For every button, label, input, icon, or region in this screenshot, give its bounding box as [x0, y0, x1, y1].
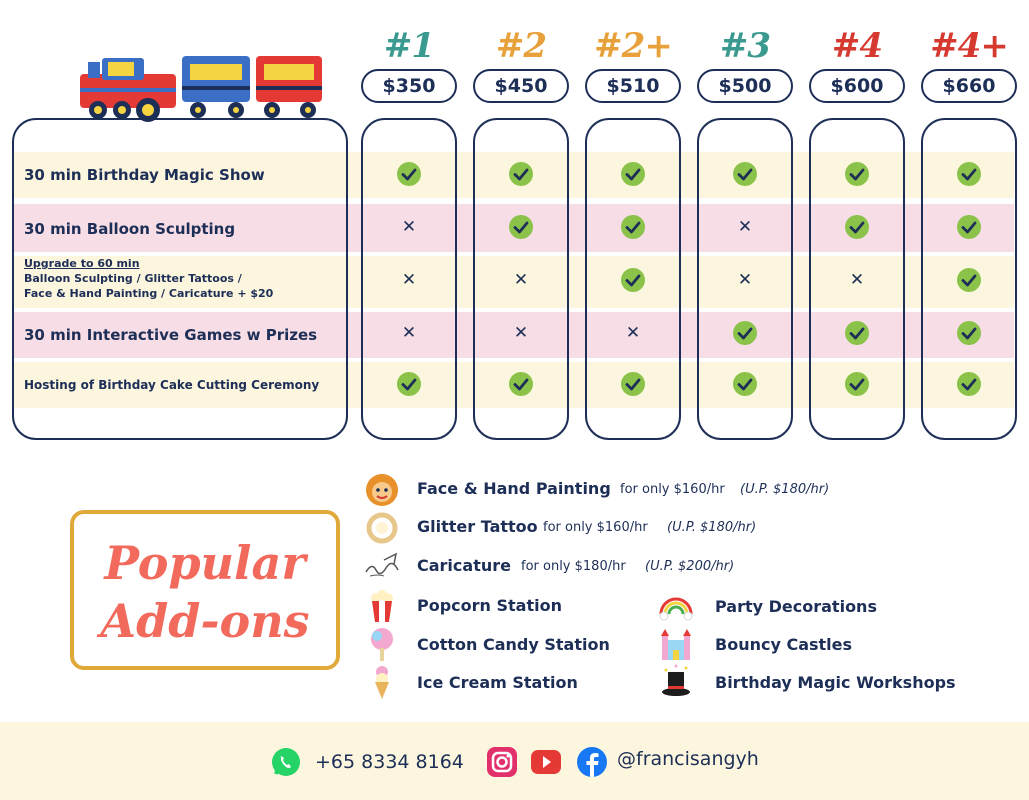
feature-balloon-sculpting: 30 min Balloon Sculpting: [24, 220, 236, 238]
check-icon: [956, 371, 982, 397]
addon-face-painting-name: Face & Hand Painting: [417, 479, 611, 498]
check-icon: [844, 320, 870, 346]
cross-icon: ✕: [401, 270, 417, 290]
cross-icon: ✕: [737, 217, 753, 237]
caricature-icon: [364, 548, 400, 584]
facebook-icon[interactable]: [576, 746, 608, 778]
package-2plus-price: $510: [585, 69, 681, 103]
addon-glitter-tattoo-price: for only $160/hr: [543, 520, 648, 535]
addon-cotton-candy-name: Cotton Candy Station: [417, 635, 610, 654]
addon-caricature-up: (U.P. $200/hr): [645, 559, 735, 574]
addon-face-painting-price: for only $160/hr: [620, 482, 725, 497]
youtube-icon[interactable]: [523, 746, 569, 778]
rainbow-icon: [658, 588, 694, 624]
check-icon: [620, 161, 646, 187]
addon-glitter-tattoo-name: Glitter Tattoo: [417, 517, 538, 536]
cross-icon: ✕: [401, 217, 417, 237]
addons-title-line2: Add-ons: [100, 594, 310, 648]
cotton-candy-icon: [364, 626, 400, 662]
cross-icon: ✕: [513, 270, 529, 290]
social-handle[interactable]: @francisangyh: [617, 748, 759, 770]
glitter-icon: [364, 510, 400, 546]
castle-icon: [658, 626, 694, 662]
check-icon: [396, 161, 422, 187]
ice-cream-icon: [364, 664, 400, 700]
phone-number[interactable]: +65 8334 8164: [315, 751, 464, 773]
addon-ice-cream-name: Ice Cream Station: [417, 673, 578, 692]
check-icon: [396, 371, 422, 397]
addon-popcorn-name: Popcorn Station: [417, 596, 562, 615]
addon-glitter-tattoo-up: (U.P. $180/hr): [667, 520, 757, 535]
package-3-price: $500: [697, 69, 793, 103]
feature-upgrade-heading: Upgrade to 60 min: [24, 257, 140, 270]
cross-icon: ✕: [849, 270, 865, 290]
cross-icon: ✕: [625, 323, 641, 343]
addon-caricature-price: for only $180/hr: [521, 559, 626, 574]
package-4-price: $600: [809, 69, 905, 103]
addon-caricature-name: Caricature: [417, 556, 511, 575]
instagram-icon[interactable]: [486, 746, 518, 778]
popular-addons-badge: [70, 510, 340, 670]
cross-icon: ✕: [513, 323, 529, 343]
addons-title-line1: Popular: [104, 536, 306, 590]
check-icon: [508, 161, 534, 187]
package-4-title: #4: [831, 26, 883, 66]
package-3-title: #3: [719, 26, 771, 66]
feature-upgrade-line: Face & Hand Painting / Caricature + $20: [24, 287, 274, 300]
cross-icon: ✕: [401, 323, 417, 343]
whatsapp-icon[interactable]: [270, 746, 302, 778]
feature-interactive-games: 30 min Interactive Games w Prizes: [24, 326, 318, 344]
check-icon: [844, 371, 870, 397]
package-2-title: #2: [495, 26, 547, 66]
check-icon: [620, 371, 646, 397]
check-icon: [620, 214, 646, 240]
check-icon: [956, 214, 982, 240]
check-icon: [732, 320, 758, 346]
check-icon: [620, 267, 646, 293]
face-painting-icon: [364, 472, 400, 508]
package-2plus-title: #2+: [594, 26, 672, 66]
check-icon: [956, 161, 982, 187]
addon-face-painting-up: (U.P. $180/hr): [740, 482, 830, 497]
check-icon: [844, 161, 870, 187]
train-illustration: [78, 52, 326, 122]
package-1-title: #1: [383, 26, 435, 66]
cross-icon: ✕: [737, 270, 753, 290]
check-icon: [956, 267, 982, 293]
addon-bouncy-castles-name: Bouncy Castles: [715, 635, 853, 654]
feature-upgrade-line: Balloon Sculpting / Glitter Tattoos /: [24, 272, 242, 285]
feature-upgrade: [24, 256, 273, 301]
magic-hat-icon: [658, 664, 694, 700]
check-icon: [732, 371, 758, 397]
feature-magic-show: 30 min Birthday Magic Show: [24, 166, 265, 184]
package-4plus-price: $660: [921, 69, 1017, 103]
check-icon: [508, 214, 534, 240]
package-1-price: $350: [361, 69, 457, 103]
check-icon: [732, 161, 758, 187]
feature-cake-cutting: Hosting of Birthday Cake Cutting Ceremony: [24, 378, 320, 392]
package-2-price: $450: [473, 69, 569, 103]
addon-magic-workshops-name: Birthday Magic Workshops: [715, 673, 956, 692]
check-icon: [956, 320, 982, 346]
popcorn-icon: [364, 588, 400, 624]
addon-party-decorations-name: Party Decorations: [715, 597, 877, 616]
check-icon: [508, 371, 534, 397]
check-icon: [844, 214, 870, 240]
package-4plus-title: #4+: [930, 26, 1008, 66]
